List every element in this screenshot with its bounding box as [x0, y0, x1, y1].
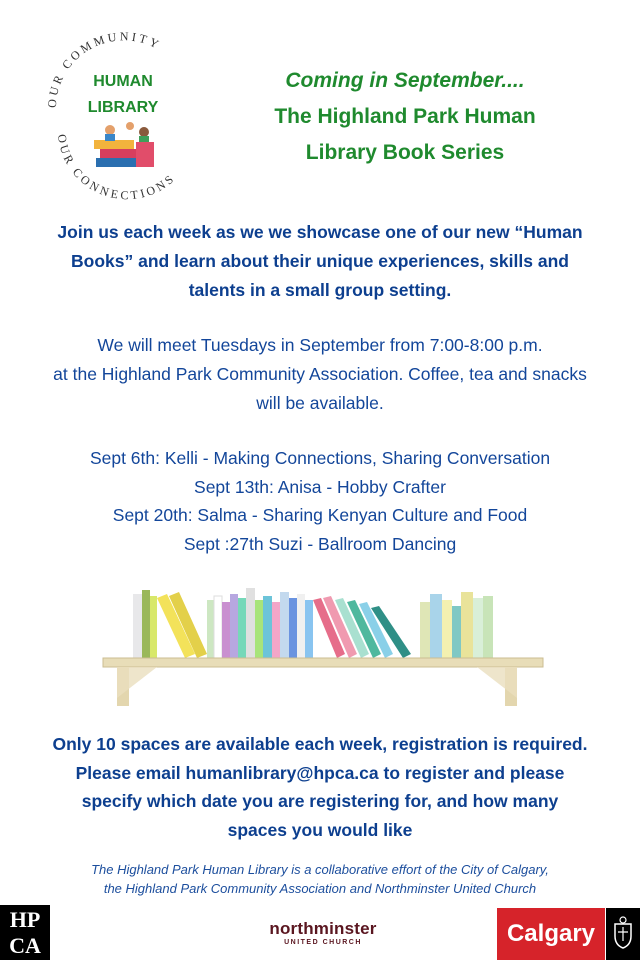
calgary-logo: Calgary — [497, 908, 605, 960]
registration-line: spaces you would like — [227, 819, 413, 840]
meeting-paragraph — [20, 331, 620, 418]
registration-line: specify which date you are registering for, and how many — [81, 791, 559, 811]
schedule-item: Sept :27th Suzi - Ballroom Dancing — [183, 533, 457, 554]
heading-title-line2: Library Book Series — [305, 141, 505, 164]
shelf-board — [103, 658, 543, 706]
credit-line: the Highland Park Community Association and Northminster United Church — [103, 881, 537, 896]
logo-title-human: HUMAN — [93, 73, 153, 90]
credit-line: The Highland Park Human Library is a collaborative effort of the City of Calgary, — [91, 862, 549, 877]
intro-line: Books” and learn about their unique experiences, skills and — [71, 251, 569, 271]
schedule-item: Sept 6th: Kelli - Making Connections, Sharing Conversation — [89, 448, 551, 468]
heading-coming-soon: Coming in September.... — [285, 69, 525, 92]
logo-arc-top: OUR COMMUNITY — [44, 30, 164, 109]
books-left-group — [133, 588, 411, 658]
credit-note — [40, 860, 600, 898]
logo-arc-bottom: OUR CONNECTIONS — [54, 133, 179, 200]
books-right-group — [420, 592, 493, 658]
schedule-item: Sept 20th: Salma - Sharing Kenyan Culture and Food — [112, 505, 528, 525]
schedule-list — [20, 444, 620, 558]
northminster-subtitle: UNITED CHURCH — [284, 939, 362, 946]
meeting-line: at the Highland Park Community Association. Coffee, tea and snacks — [53, 364, 587, 384]
northminster-logo — [258, 920, 388, 947]
calgary-crest-icon — [606, 908, 640, 960]
logo-title-library: LIBRARY — [87, 99, 159, 116]
hpca-logo-bottom: CA — [9, 933, 41, 958]
heading-title-line1: The Highland Park Human — [274, 105, 536, 128]
registration-line: Please email humanlibrary@hpca.ca to register and please — [75, 762, 565, 783]
intro-line: Join us each week as we we showcase one of our new “Human — [57, 222, 583, 242]
registration-paragraph — [20, 730, 620, 844]
meeting-line: will be available. — [256, 393, 384, 413]
registration-line: Only 10 spaces are available each week, registration is required. — [52, 734, 588, 754]
hpca-logo — [0, 905, 50, 960]
hpca-logo-top: HP — [9, 907, 41, 932]
intro-line: talents in a small group setting. — [188, 280, 452, 300]
bookshelf-illustration — [95, 582, 550, 712]
human-library-logo — [38, 30, 208, 200]
northminster-wordmark: northminster — [269, 919, 377, 938]
svg-text:OUR COMMUNITY — [45, 30, 164, 108]
stacked-books-icon — [94, 122, 154, 167]
meeting-line: We will meet Tuesdays in September from 7:00-8:00 p.m. — [97, 335, 543, 355]
intro-paragraph — [20, 218, 620, 305]
schedule-item: Sept 13th: Anisa - Hobby Crafter — [194, 476, 446, 497]
